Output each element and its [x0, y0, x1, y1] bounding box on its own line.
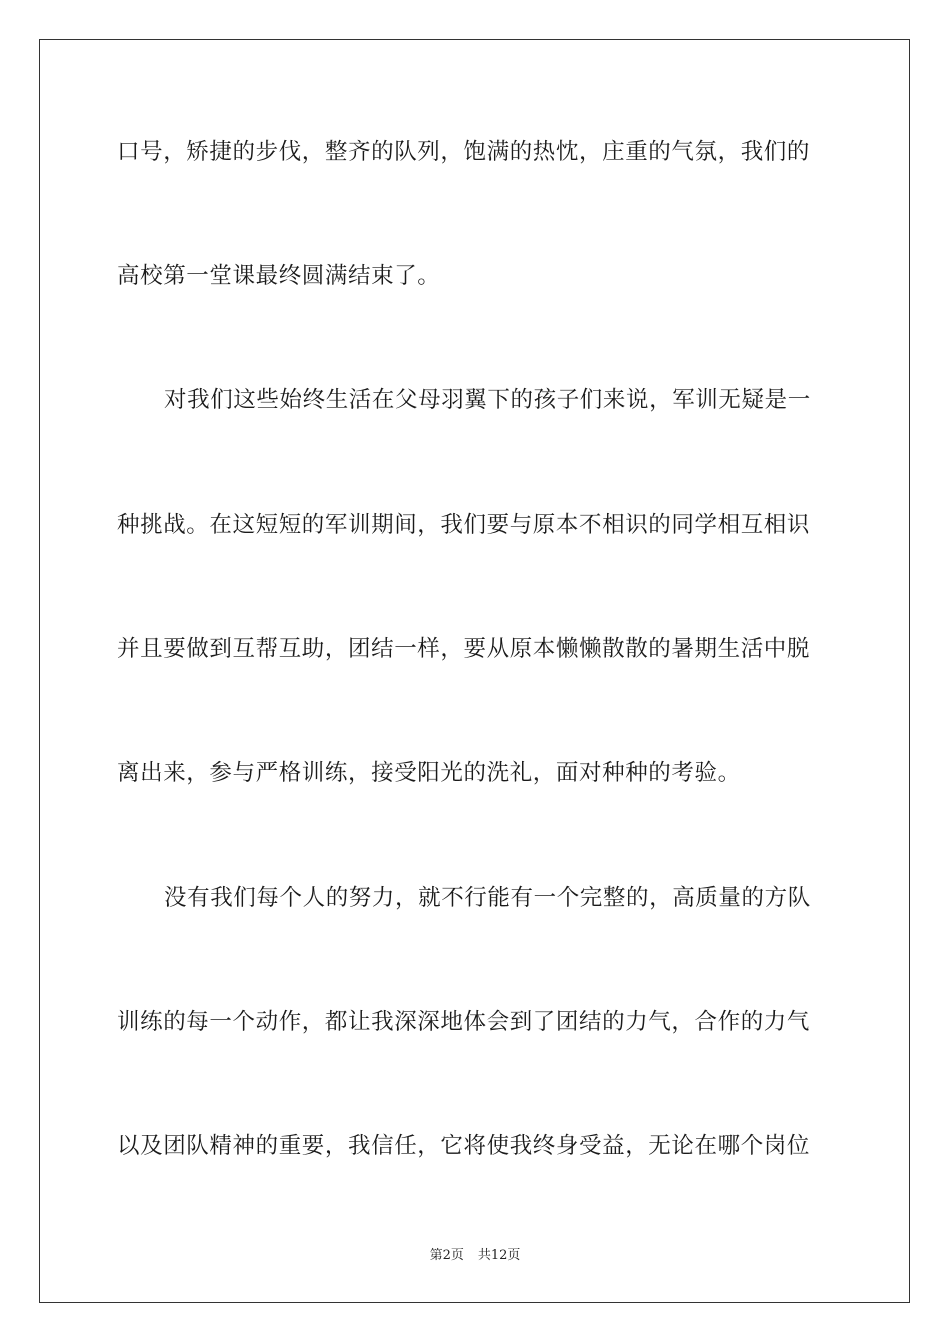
body-text-line: 高校第一堂课最终圆满结束了。 [117, 263, 441, 289]
page-number: 第2页 [429, 1248, 464, 1263]
body-text-line: 种挑战。在这短短的军训期间，我们要与原本不相识的同学相互相识 [117, 512, 811, 538]
body-text-line: 并且要做到互帮互助，团结一样，要从原本懒懒散散的暑期生活中脱 [117, 636, 811, 662]
body-text-line: 口号，矫捷的步伐，整齐的队列，饱满的热忱，庄重的气氛，我们的 [117, 139, 811, 165]
paragraph-first-line: 没有我们每个人的努力，就不行能有一个完整的，高质量的方队 [164, 885, 811, 911]
body-text-line: 离出来，参与严格训练，接受阳光的洗礼，面对种种的考验。 [117, 760, 741, 786]
body-text-line: 以及团队精神的重要，我信任，它将使我终身受益，无论在哪个岗位 [117, 1133, 811, 1159]
page-border [39, 39, 910, 1303]
paragraph-first-line: 对我们这些始终生活在父母羽翼下的孩子们来说，军训无疑是一 [164, 387, 811, 413]
body-text-line: 训练的每一个动作，都让我深深地体会到了团结的力气，合作的力气 [117, 1009, 811, 1035]
page-footer [0, 1248, 950, 1264]
page-total: 共12页 [477, 1248, 521, 1263]
